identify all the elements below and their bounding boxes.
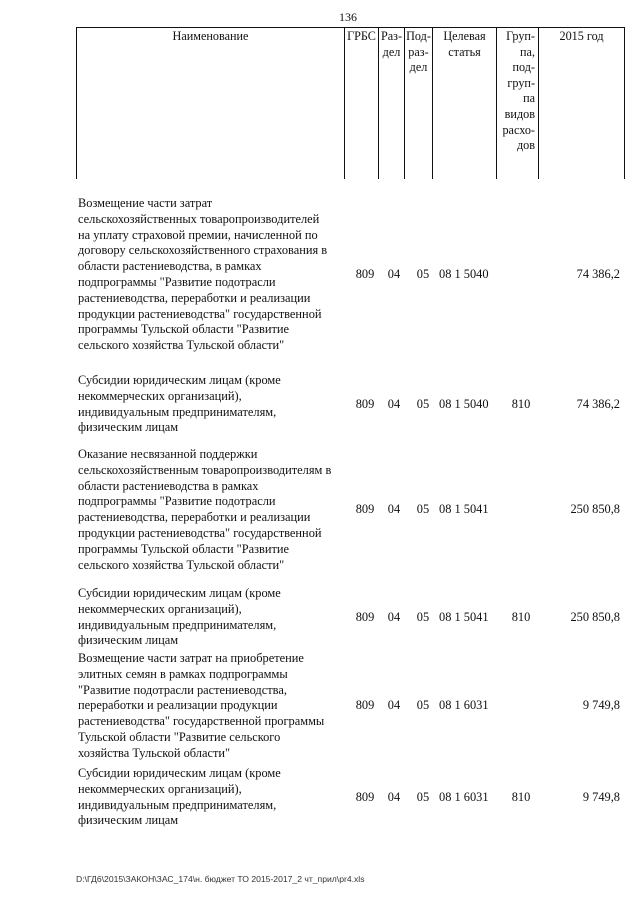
row-celevaya: 08 1 5040: [439, 397, 489, 411]
row-name-line: "Развитие подотрасли растениеводства,: [78, 682, 287, 697]
row-name-line: Субсидии юридическим лицам (кроме: [78, 766, 281, 780]
header-label-line: Целевая: [443, 29, 486, 43]
row-name-line: некоммерческих организаций),: [78, 781, 242, 796]
row-name: [78, 766, 353, 829]
row-name-line: Возмещение части затрат: [78, 196, 213, 210]
row-podrazdel: 05: [416, 502, 430, 516]
row-name-line: Субсидии юридическим лицам (кроме: [78, 373, 281, 387]
header-label-line: статья: [448, 44, 481, 59]
row-razdel: 04: [387, 267, 401, 281]
header-gruppa: [497, 28, 539, 180]
row-name-line: переработки и реализации продукции: [78, 698, 278, 713]
row-gruppa: 810: [511, 397, 531, 411]
header-label-line: дел: [382, 44, 401, 59]
row-name-line: подпрограммы "Развитие подотрасли: [78, 274, 276, 289]
row-gruppa: 810: [511, 790, 531, 804]
row-celevaya: 08 1 5041: [439, 502, 489, 516]
header-label-line: Раз-: [380, 29, 403, 43]
row-razdel: 04: [387, 397, 401, 411]
row-podrazdel: 05: [416, 267, 430, 281]
header-label-line: Под-: [406, 29, 431, 43]
header-name: [77, 28, 345, 180]
row-celevaya: 08 1 6031: [439, 698, 489, 712]
row-sum: 250 850,8: [570, 502, 620, 516]
row-grbs: 809: [355, 397, 375, 411]
row-name-line: некоммерческих организаций),: [78, 388, 242, 403]
header-label-line: видов: [504, 106, 535, 121]
header-label-line: па: [523, 91, 535, 106]
row-name-line: элитных семян в рамках подпрограммы: [78, 666, 288, 681]
row-name-line: продукции растениеводства" государственной: [78, 306, 322, 321]
row-name-line: растениеводства" государственной программы: [78, 714, 325, 729]
row-name-line: на уплату страховой премии, начисленной по: [78, 227, 318, 242]
row-name-line: программы Тульской области "Развитие: [78, 541, 290, 556]
header-label-line: раз-: [408, 44, 429, 59]
row-sum: 74 386,2: [576, 397, 620, 411]
table-header: [76, 27, 625, 179]
row-podrazdel: 05: [416, 698, 430, 712]
row-name-line: сельскохозяйственным товаропроизводителям в: [78, 462, 332, 477]
row-name-line: физическим лицам: [78, 813, 179, 828]
header-label-line: груп-: [507, 75, 535, 90]
row-grbs: 809: [355, 698, 375, 712]
footer-file-path: D:\ГД6\2015\ЗАКОН\ЗАС_174\н. бюджет ТО 2015-2017_2 чт_прил\pr4.xls: [76, 874, 365, 884]
header-label-line: Груп-: [506, 29, 535, 43]
row-sum: 9 749,8: [582, 790, 620, 804]
row-name-line: области растениеводства, в рамках: [78, 259, 262, 274]
row-celevaya: 08 1 5041: [439, 610, 489, 624]
header-celevaya: [433, 28, 497, 180]
header-label-line: расхо-: [502, 122, 535, 137]
row-podrazdel: 05: [416, 397, 430, 411]
row-grbs: 809: [355, 502, 375, 516]
row-name: [78, 586, 353, 649]
header-label-line: дов: [516, 138, 535, 153]
row-podrazdel: 05: [416, 610, 430, 624]
row-podrazdel: 05: [416, 790, 430, 804]
row-celevaya: 08 1 5040: [439, 267, 489, 281]
row-sum: 74 386,2: [576, 267, 620, 281]
row-name: [78, 373, 353, 436]
row-grbs: 809: [355, 790, 375, 804]
header-label-line: па,: [520, 44, 535, 59]
row-name-line: программы Тульской области "Развитие: [78, 322, 290, 337]
row-name-line: некоммерческих организаций),: [78, 601, 242, 616]
row-name-line: сельскохозяйственных товаропроизводителей: [78, 211, 320, 226]
row-name-line: Тульской области "Развитие сельского: [78, 729, 281, 744]
row-razdel: 04: [387, 698, 401, 712]
header-label-line: под-: [512, 60, 535, 75]
row-name-line: индивидуальным предпринимателям,: [78, 617, 277, 632]
row-name-line: сельского хозяйства Тульской области": [78, 557, 285, 572]
row-name-line: подпрограммы "Развитие подотрасли: [78, 494, 276, 509]
row-razdel: 04: [387, 502, 401, 516]
header-label-line: дел: [409, 60, 428, 75]
row-name-line: индивидуальным предпринимателям,: [78, 797, 277, 812]
row-sum: 250 850,8: [570, 610, 620, 624]
row-celevaya: 08 1 6031: [439, 790, 489, 804]
row-name: [78, 196, 353, 354]
row-name-line: области растениеводства в рамках: [78, 478, 259, 493]
row-name-line: продукции растениеводства" государственной: [78, 525, 322, 540]
row-name-line: Возмещение части затрат на приобретение: [78, 651, 304, 665]
row-grbs: 809: [355, 267, 375, 281]
row-sum: 9 749,8: [582, 698, 620, 712]
row-name: [78, 447, 353, 573]
header-podrazdel: [405, 28, 433, 180]
row-name-line: физическим лицам: [78, 633, 179, 648]
row-razdel: 04: [387, 610, 401, 624]
header-grbs: [345, 28, 379, 180]
page-number: 136: [339, 10, 357, 24]
header-year: [539, 28, 625, 180]
header-label-line: 2015 год: [559, 29, 604, 43]
row-name-line: физическим лицам: [78, 420, 179, 435]
row-name-line: растениеводства, переработки и реализации: [78, 510, 311, 525]
row-name-line: растениеводства, переработки и реализации: [78, 290, 311, 305]
row-name-line: хозяйства Тульской области": [78, 745, 231, 760]
header-razdel: [379, 28, 405, 180]
header-label-line: ГРБС: [347, 29, 376, 43]
row-name-line: Оказание несвязанной поддержки: [78, 447, 258, 461]
row-name-line: Субсидии юридическим лицам (кроме: [78, 586, 281, 600]
row-name-line: сельского хозяйства Тульской области": [78, 338, 285, 353]
row-grbs: 809: [355, 610, 375, 624]
row-gruppa: 810: [511, 610, 531, 624]
row-razdel: 04: [387, 790, 401, 804]
row-name-line: договору сельскохозяйственного страхования в: [78, 243, 328, 258]
row-name-line: индивидуальным предпринимателям,: [78, 404, 277, 419]
header-label-line: Наименование: [172, 29, 249, 43]
row-name: [78, 651, 353, 762]
